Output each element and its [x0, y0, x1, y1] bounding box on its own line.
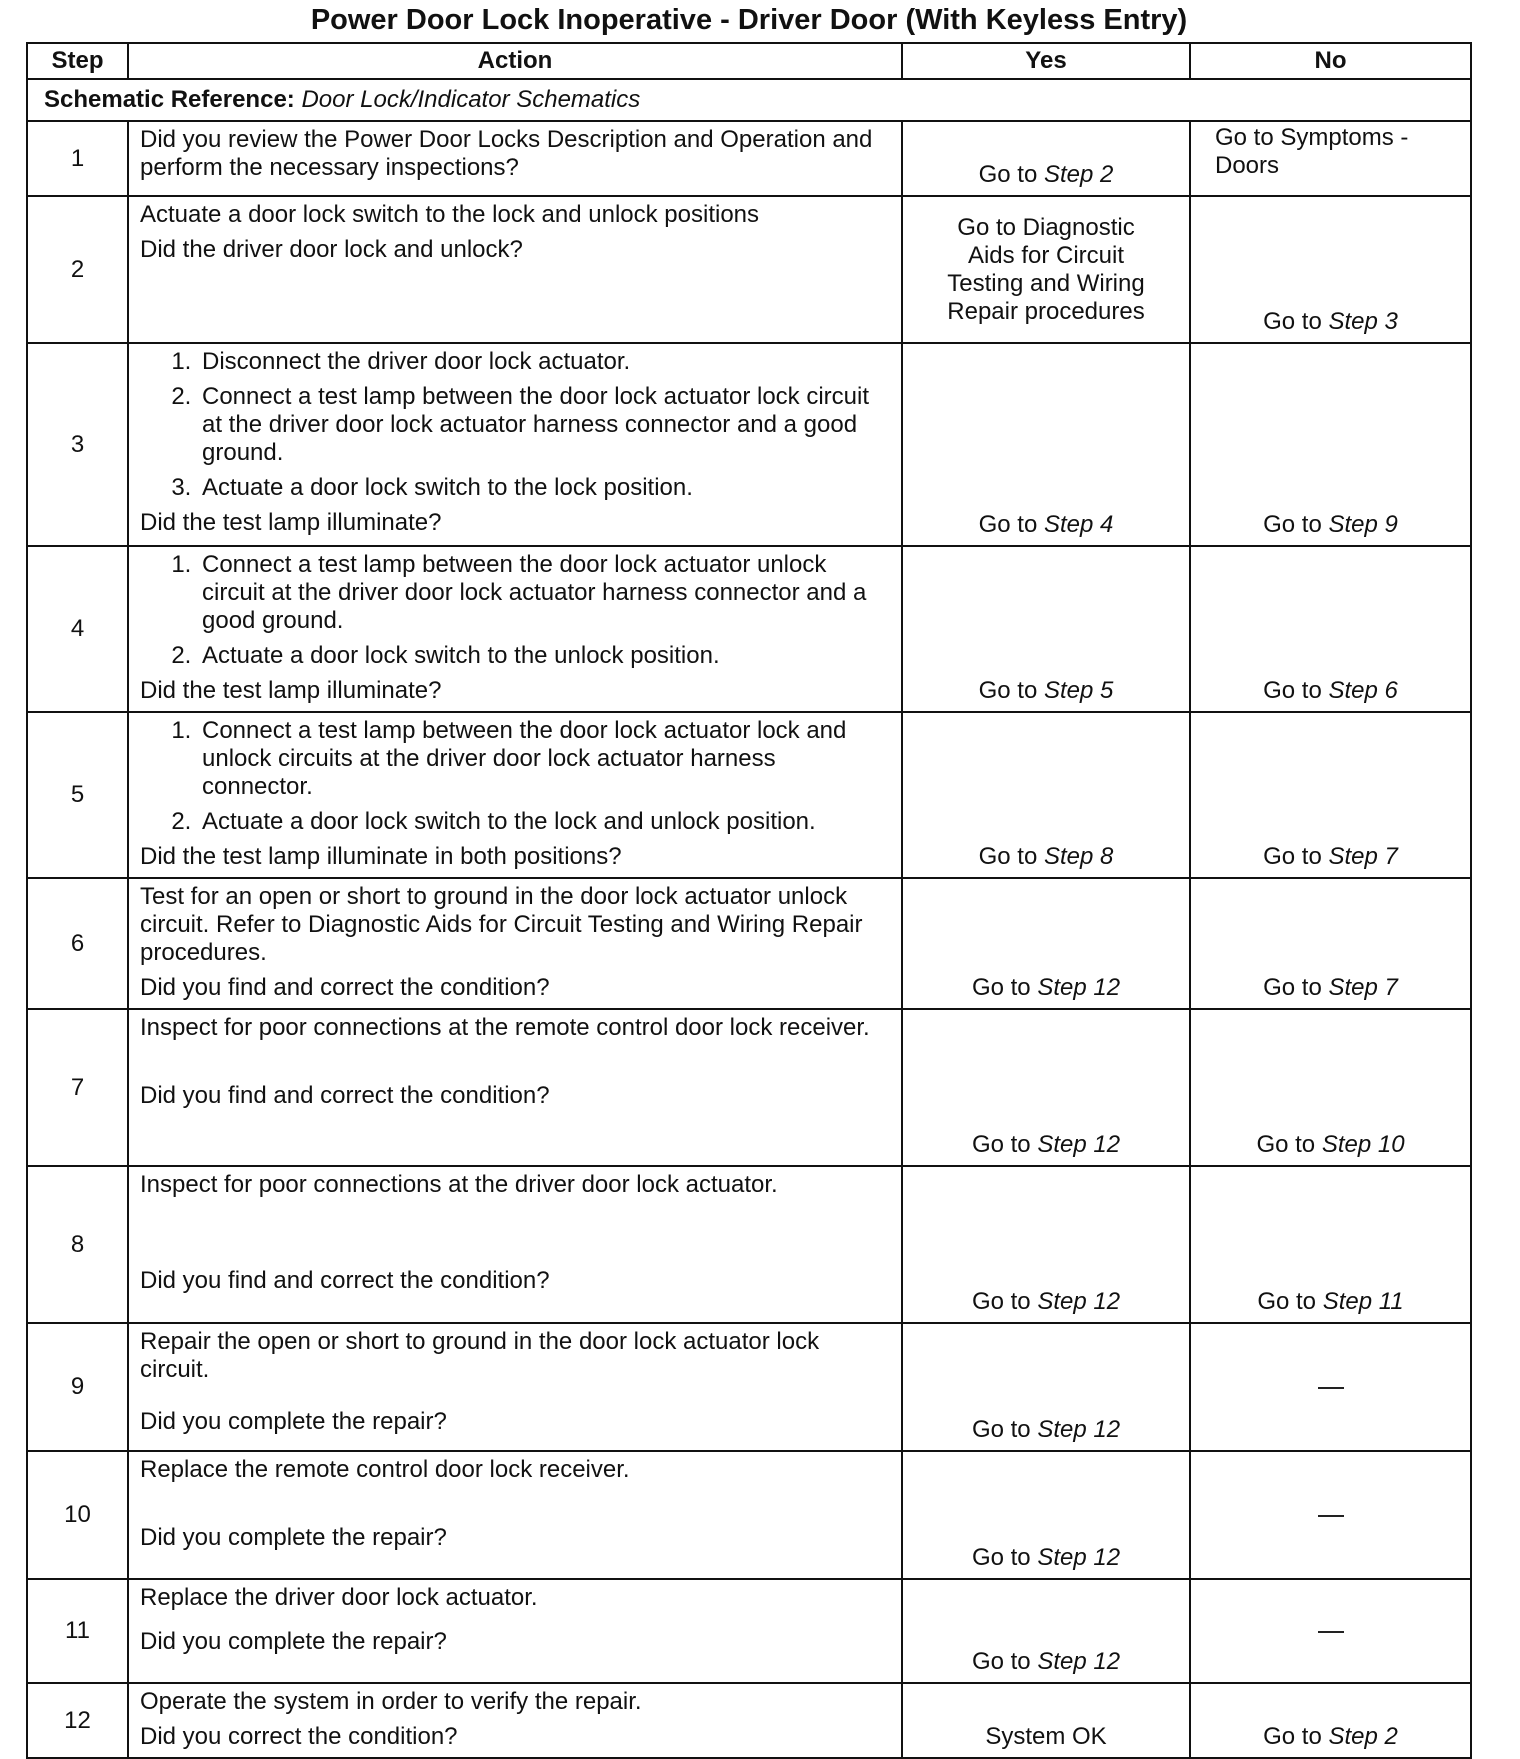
- list-item: 1. Connect a test lamp between the door lock actuator lock and unlock circuits at the driver door lock actuator harness connector.: [198, 717, 891, 801]
- action-question: Did the test lamp illuminate?: [140, 509, 442, 536]
- yes-result[interactable]: Go to Diagnostic Aids for Circuit Testing and Wiring Repair procedures: [947, 213, 1145, 325]
- list-item: 2. Actuate a door lock switch to the lock and unlock position.: [198, 808, 891, 836]
- list-item: 3. Actuate a door lock switch to the lock position.: [198, 474, 891, 502]
- step-link[interactable]: Step 12: [1037, 1288, 1121, 1315]
- go-to-text: Go to: [1257, 1288, 1323, 1315]
- page-title: Power Door Lock Inoperative - Driver Door (With Keyless Entry): [310, 4, 1188, 36]
- go-to-text: Go to: [1263, 974, 1329, 1001]
- em-dash-placeholder: [1318, 1631, 1344, 1633]
- table-row: [27, 1009, 1471, 1166]
- action-cell: [128, 1323, 902, 1451]
- step-link[interactable]: Step 12: [1037, 1416, 1121, 1443]
- yes-cell: [902, 196, 1190, 343]
- table-row: [27, 878, 1471, 1009]
- action-question: Did you complete the repair?: [140, 1628, 447, 1655]
- no-cell: [1190, 712, 1471, 878]
- action-question: Did you find and correct the condition?: [140, 1082, 550, 1109]
- action-text: Inspect for poor connections at the driver door lock actuator.: [140, 1171, 778, 1198]
- go-to-text: Go to: [971, 1131, 1038, 1158]
- action-cell: [128, 121, 902, 196]
- action-question: Did you correct the condition?: [140, 1723, 458, 1750]
- table-row: [27, 1579, 1471, 1683]
- no-cell: [1190, 1683, 1471, 1758]
- go-to-text: Go to: [1263, 843, 1329, 870]
- step-link[interactable]: Step 12: [1037, 1544, 1121, 1571]
- header-row: [27, 43, 1471, 79]
- no-cell: [1190, 1166, 1471, 1323]
- step-link[interactable]: Step 4: [1043, 511, 1114, 538]
- schematic-label: Schematic Reference:: [44, 86, 295, 113]
- no-go-to[interactable]: [1215, 124, 1408, 179]
- action-steps-list: [140, 348, 891, 502]
- yes-result: System OK: [985, 1723, 1107, 1750]
- action-question: Did the test lamp illuminate in both positions?: [140, 843, 622, 870]
- action-text: Actuate a door lock switch to the lock and unlock positions: [140, 201, 760, 228]
- step-link[interactable]: Step 3: [1328, 308, 1398, 335]
- yes-go-to[interactable]: [979, 677, 1114, 704]
- go-to-text: Go to: [971, 974, 1038, 1001]
- step-link[interactable]: Step 9: [1328, 511, 1398, 538]
- yes-go-to[interactable]: [979, 511, 1114, 538]
- go-to-text: Go to: [978, 843, 1044, 870]
- action-steps-list: [140, 551, 891, 670]
- go-to-text: Go to: [971, 1544, 1038, 1571]
- list-item: 1. Connect a test lamp between the door lock actuator unlock circuit at the driver door lock actuator harness connector and a good ground.: [198, 551, 891, 635]
- header-yes: Yes: [902, 43, 1190, 79]
- action-text: Operate the system in order to verify the repair.: [140, 1688, 642, 1715]
- no-cell: [1190, 1323, 1471, 1451]
- step-link[interactable]: Step 12: [1037, 1131, 1121, 1158]
- action-text: Inspect for poor connections at the remote control door lock receiver.: [140, 1014, 870, 1041]
- yes-cell: [902, 546, 1190, 712]
- em-dash-placeholder: [1318, 1387, 1344, 1389]
- action-steps-list: [140, 717, 891, 836]
- action-cell: [128, 878, 902, 1009]
- yes-cell: [902, 343, 1190, 546]
- table-row: [27, 546, 1471, 712]
- action-text: Replace the driver door lock actuator.: [140, 1584, 538, 1611]
- go-to-text: Go to: [1263, 511, 1329, 538]
- yes-cell: [902, 1451, 1190, 1579]
- table-row: [27, 1166, 1471, 1323]
- table-row: [27, 1451, 1471, 1579]
- action-cell: [128, 1009, 902, 1166]
- action-question: Did you complete the repair?: [140, 1408, 447, 1435]
- yes-cell: [902, 1579, 1190, 1683]
- action-cell: [128, 1683, 902, 1758]
- step-link[interactable]: Step 12: [1037, 974, 1121, 1001]
- yes-go-to[interactable]: [979, 843, 1114, 870]
- yes-go-to[interactable]: [972, 1288, 1120, 1315]
- yes-cell: [902, 712, 1190, 878]
- action-question: Did the test lamp illuminate?: [140, 677, 442, 704]
- list-item: 2. Connect a test lamp between the door lock actuator lock circuit at the driver door lock actuator harness connector and a good ground.: [198, 383, 891, 467]
- no-cell: [1190, 1579, 1471, 1683]
- yes-cell: [902, 121, 1190, 196]
- action-cell: [128, 712, 902, 878]
- no-cell: [1190, 546, 1471, 712]
- em-dash-placeholder: [1318, 1515, 1344, 1517]
- go-to-text: Go to: [1215, 124, 1281, 151]
- action-cell: [128, 343, 902, 546]
- action-text: Did you review the Power Door Locks Description and Operation and perform the necessary inspections?: [140, 126, 873, 181]
- step-number: 8: [27, 1166, 128, 1323]
- schematic-reference: [27, 79, 1471, 121]
- yes-go-to[interactable]: [972, 1131, 1120, 1158]
- step-link[interactable]: Step 7: [1328, 974, 1398, 1001]
- yes-go-to[interactable]: [972, 974, 1120, 1001]
- action-cell: [128, 1579, 902, 1683]
- yes-cell: [902, 1166, 1190, 1323]
- yes-go-to[interactable]: [979, 161, 1114, 188]
- yes-cell: [902, 1683, 1190, 1758]
- go-to-text: Go to: [971, 1288, 1038, 1315]
- action-text: Test for an open or short to ground in the door lock actuator unlock circuit. Refer to Diagnostic Aids for Circuit Testing and Wiring Repair procedures.: [140, 883, 863, 966]
- yes-go-to[interactable]: [972, 1544, 1120, 1571]
- no-cell: [1190, 121, 1471, 196]
- header-action: Action: [128, 43, 902, 79]
- no-go-to[interactable]: [1263, 308, 1398, 335]
- step-link[interactable]: Step 2: [1043, 161, 1114, 188]
- go-to-text: Go to: [1256, 1131, 1322, 1158]
- no-go-to[interactable]: [1263, 511, 1398, 538]
- action-text: Replace the remote control door lock receiver.: [140, 1456, 630, 1483]
- list-item: 2. Actuate a door lock switch to the unlock position.: [198, 642, 891, 670]
- step-link[interactable]: Step 12: [1037, 1648, 1121, 1675]
- no-go-to[interactable]: [1256, 1131, 1404, 1158]
- step-link[interactable]: Step 11: [1322, 1288, 1404, 1315]
- go-to-text: Go to: [978, 677, 1044, 704]
- go-to-text: Go to: [978, 511, 1044, 538]
- go-to-text: Go to: [978, 161, 1044, 188]
- step-number: 4: [27, 546, 128, 712]
- no-go-to[interactable]: [1263, 677, 1398, 704]
- header-no: No: [1190, 43, 1471, 79]
- go-to-text: Go to: [1263, 677, 1329, 704]
- table-row: [27, 196, 1471, 343]
- schematic-link[interactable]: Door Lock/Indicator Schematics: [301, 86, 641, 113]
- go-to-text: Go to: [1263, 308, 1329, 335]
- header-step: Step: [27, 43, 128, 79]
- list-item: 1. Disconnect the driver door lock actuator.: [198, 348, 891, 376]
- action-question: Did the driver door lock and unlock?: [140, 236, 523, 263]
- go-to-text: Go to: [971, 1648, 1038, 1675]
- action-question: Did you find and correct the condition?: [140, 1267, 550, 1294]
- no-cell: [1190, 343, 1471, 546]
- action-cell: [128, 1451, 902, 1579]
- step-number: 9: [27, 1323, 128, 1451]
- no-go-to[interactable]: [1263, 843, 1398, 870]
- no-go-to[interactable]: [1257, 1288, 1403, 1315]
- action-question: Did you complete the repair?: [140, 1524, 447, 1551]
- step-number: 3: [27, 343, 128, 546]
- step-link[interactable]: Step 10: [1321, 1131, 1405, 1158]
- schematic-row: [27, 79, 1471, 121]
- step-link[interactable]: Step 8: [1043, 843, 1114, 870]
- step-number: 6: [27, 878, 128, 1009]
- no-cell: [1190, 878, 1471, 1009]
- yes-cell: [902, 1009, 1190, 1166]
- step-link[interactable]: Step 7: [1328, 843, 1398, 870]
- table-row: [27, 1683, 1471, 1758]
- yes-cell: [902, 878, 1190, 1009]
- step-number: 1: [27, 121, 128, 196]
- step-link[interactable]: Step 2: [1328, 1723, 1398, 1750]
- no-go-to[interactable]: [1263, 974, 1398, 1001]
- table-row: [27, 343, 1471, 546]
- action-question: Did you find and correct the condition?: [140, 974, 550, 1001]
- no-cell: [1190, 1451, 1471, 1579]
- no-cell: [1190, 196, 1471, 343]
- no-go-to[interactable]: [1263, 1723, 1398, 1750]
- action-cell: [128, 546, 902, 712]
- step-link[interactable]: Step 6: [1328, 677, 1398, 704]
- step-number: 5: [27, 712, 128, 878]
- yes-go-to[interactable]: [972, 1416, 1120, 1443]
- action-cell: [128, 196, 902, 343]
- diagnostic-table: [26, 42, 1472, 1759]
- step-number: 12: [27, 1683, 128, 1758]
- no-cell: [1190, 1009, 1471, 1166]
- step-link[interactable]: Step 5: [1043, 677, 1114, 704]
- table-row: [27, 1323, 1471, 1451]
- yes-go-to[interactable]: [972, 1648, 1120, 1675]
- action-text: Repair the open or short to ground in the door lock actuator lock circuit.: [140, 1328, 820, 1383]
- step-number: 11: [27, 1579, 128, 1683]
- step-number: 10: [27, 1451, 128, 1579]
- table-row: [27, 712, 1471, 878]
- yes-cell: [902, 1323, 1190, 1451]
- step-number: 7: [27, 1009, 128, 1166]
- action-cell: [128, 1166, 902, 1323]
- step-link[interactable]: Symptoms - Doors: [1215, 124, 1409, 179]
- go-to-text: Go to: [971, 1416, 1038, 1443]
- go-to-text: Go to: [1263, 1723, 1329, 1750]
- step-number: 2: [27, 196, 128, 343]
- table-row: [27, 121, 1471, 196]
